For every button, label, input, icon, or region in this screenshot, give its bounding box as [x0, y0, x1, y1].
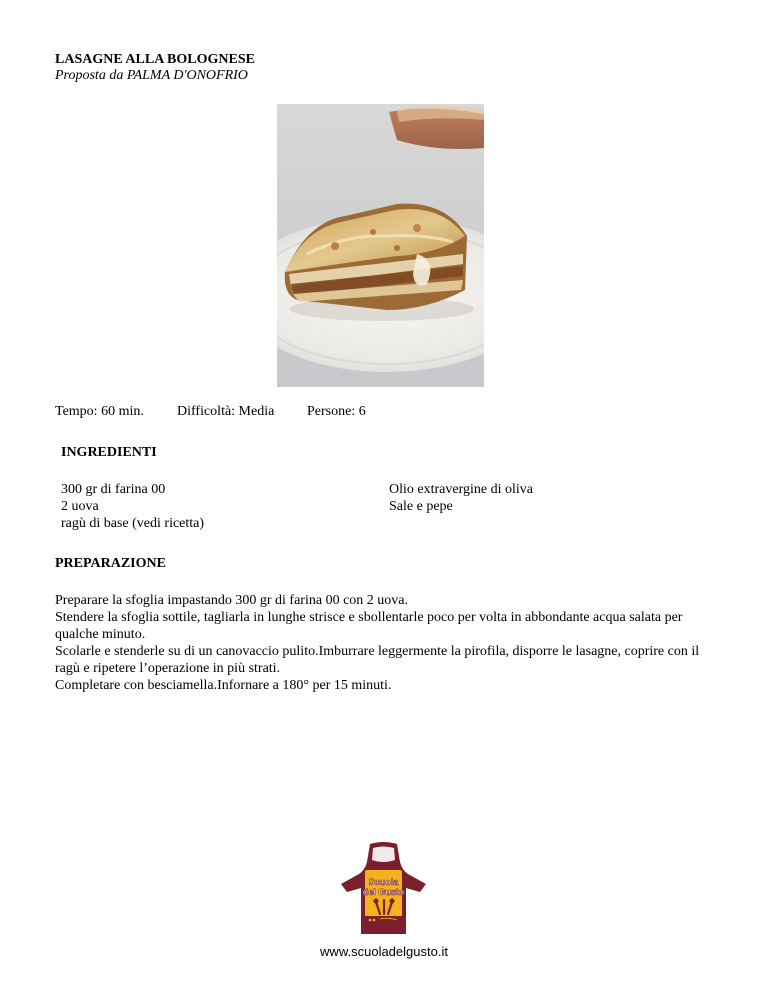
- recipe-author: Proposta da PALMA D'ONOFRIO: [55, 68, 248, 83]
- preparation-step: Stendere la sfoglia sottile, tagliarla in lunghe strisce e sbollentarle poco per volta in abbondante acqua salata per qualche minuto.: [55, 610, 683, 642]
- website-footer[interactable]: www.scuoladelgusto.it: [320, 944, 448, 959]
- ingredient-item: Olio extravergine di oliva: [389, 482, 533, 497]
- preparation-step: Completare con besciamella.Infornare a 180° per 15 minuti.: [55, 678, 392, 693]
- ingredient-item: 300 gr di farina 00: [61, 482, 166, 497]
- recipe-title: LASAGNE ALLA BOLOGNESE: [55, 52, 255, 67]
- preparation-heading: PREPARAZIONE: [55, 556, 166, 571]
- logo-text-line2: del Gusto: [362, 887, 405, 897]
- ingredients-left-column: [61, 481, 204, 532]
- servings: Persone: 6: [307, 404, 366, 419]
- ingredient-item: ragù di base (vedi ricetta): [61, 516, 205, 531]
- ingredients-right-column: [389, 481, 533, 515]
- ingredient-item: 2 uova: [61, 499, 99, 514]
- ingredients-heading: INGREDIENTI: [61, 445, 157, 460]
- scuola-del-gusto-logo: [340, 842, 427, 937]
- preparation-text: [55, 592, 715, 694]
- lasagna-photo: [277, 104, 484, 387]
- difficulty: Difficoltà: Media: [177, 404, 275, 419]
- preparation-step: Scolarle e stenderle su di un canovaccio pulito.Imburrare leggermente la pirofila, disporre le lasagne, coprire con il ragù e ripetere l’operazione in più strati.: [55, 644, 700, 676]
- ingredient-item: Sale e pepe: [389, 499, 453, 514]
- prep-time: Tempo: 60 min.: [55, 404, 144, 419]
- logo-text-line1: Scuola: [368, 877, 399, 887]
- preparation-step: Preparare la sfoglia impastando 300 gr di farina 00 con 2 uova.: [55, 593, 409, 608]
